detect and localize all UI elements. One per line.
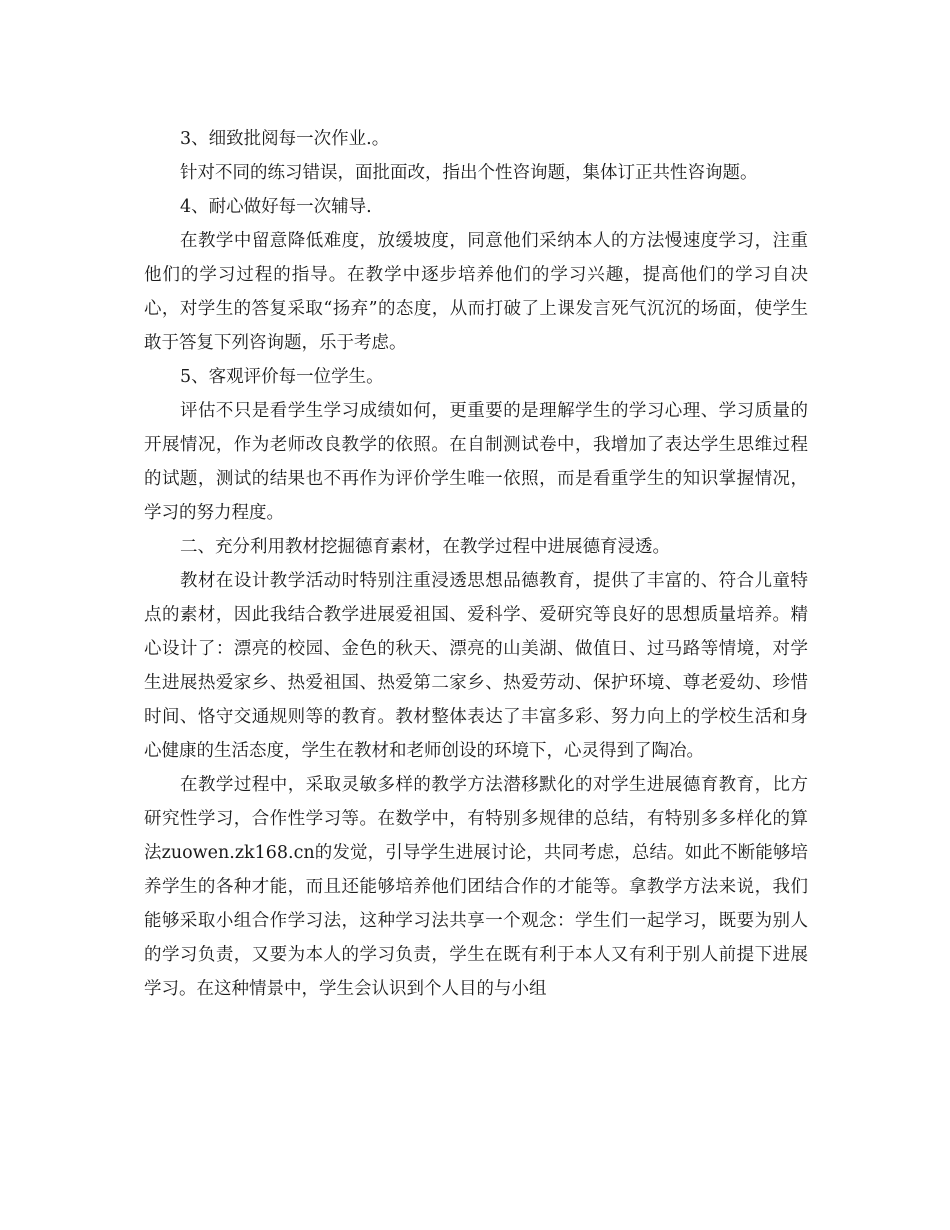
paragraph-teaching-methods: 在教学过程中，采取灵敏多样的教学方法潜移默化的对学生进展德育教育，比方研究性学习，合作性学习等。在数学中，有特别多规律的总结，有特别多多样化的算法zuowen.zk168.cn的发觉，引导学生进展讨论，共同考虑，总结。如此不断能够培养学生的各种才能，而且还能够培养他们团结合作的才能等。拿教学方法来说，我们能够采取小组合作学习法，这种学习法共享一个观念：学生们一起学习，既要为别人的学习负责，又要为本人的学习负责，学生在既有利于本人又有利于别人前提下进展学习。在这种情景中，学生会认识到个人目的与小组 [144, 775, 808, 999]
paragraph-tutoring: 在教学中留意降低难度，放缓坡度，同意他们采纳本人的方法慢速度学习，注重他们的学习过程的指导。在教学中逐步培养他们的学习兴趣，提高他们的学习自决心，对学生的答复采取“扬弃”的态度，从而打破了上课发言死气沉沉的场面，使学生敢于答复下列咨询题，乐于考虑。 [144, 231, 808, 353]
paragraph-section-2-heading: 二、充分利用教材挖掘德育素材，在教学过程中进展德育浸透。 [180, 537, 670, 557]
paragraph-moral-education-materials: 教材在设计教学活动时特别注重浸透思想品德教育，提供了丰富的、符合儿童特点的素材，因此我结合教学进展爱祖国、爱科学、爱研究等良好的思想质量培养。精心设计了：漂亮的校园、金色的秋天、漂亮的山美湖、做值日、过马路等情境，对学生进展热爱家乡、热爱祖国、热爱第二家乡、热爱劳动、保护环境、尊老爱幼、珍惜时间、恪守交通规则等的教育。教材整体表达了丰富多彩、努力向上的学校生活和身心健康的生活态度，学生在教材和老师创设的环境下，心灵得到了陶冶。 [144, 571, 808, 761]
body-text [144, 122, 808, 1006]
paragraph-item-5-heading: 5、客观评价每一位学生。 [180, 367, 384, 387]
paragraph-item-3-heading: 3、细致批阅每一次作业.。 [180, 129, 390, 149]
paragraph-homework-correction: 针对不同的练习错误，面批面改，指出个性咨询题，集体订正共性咨询题。 [180, 163, 758, 183]
paragraph-evaluation: 评估不只是看学生学习成绩如何，更重要的是理解学生的学习心理、学习质量的开展情况，作为老师改良教学的依照。在自制测试卷中，我增加了表达学生思维过程的试题，测试的结果也不再作为评价学生唯一依照，而是看重学生的知识掌握情况，学习的努力程度。 [144, 401, 808, 523]
paragraph-item-4-heading: 4、耐心做好每一次辅导. [180, 197, 372, 217]
